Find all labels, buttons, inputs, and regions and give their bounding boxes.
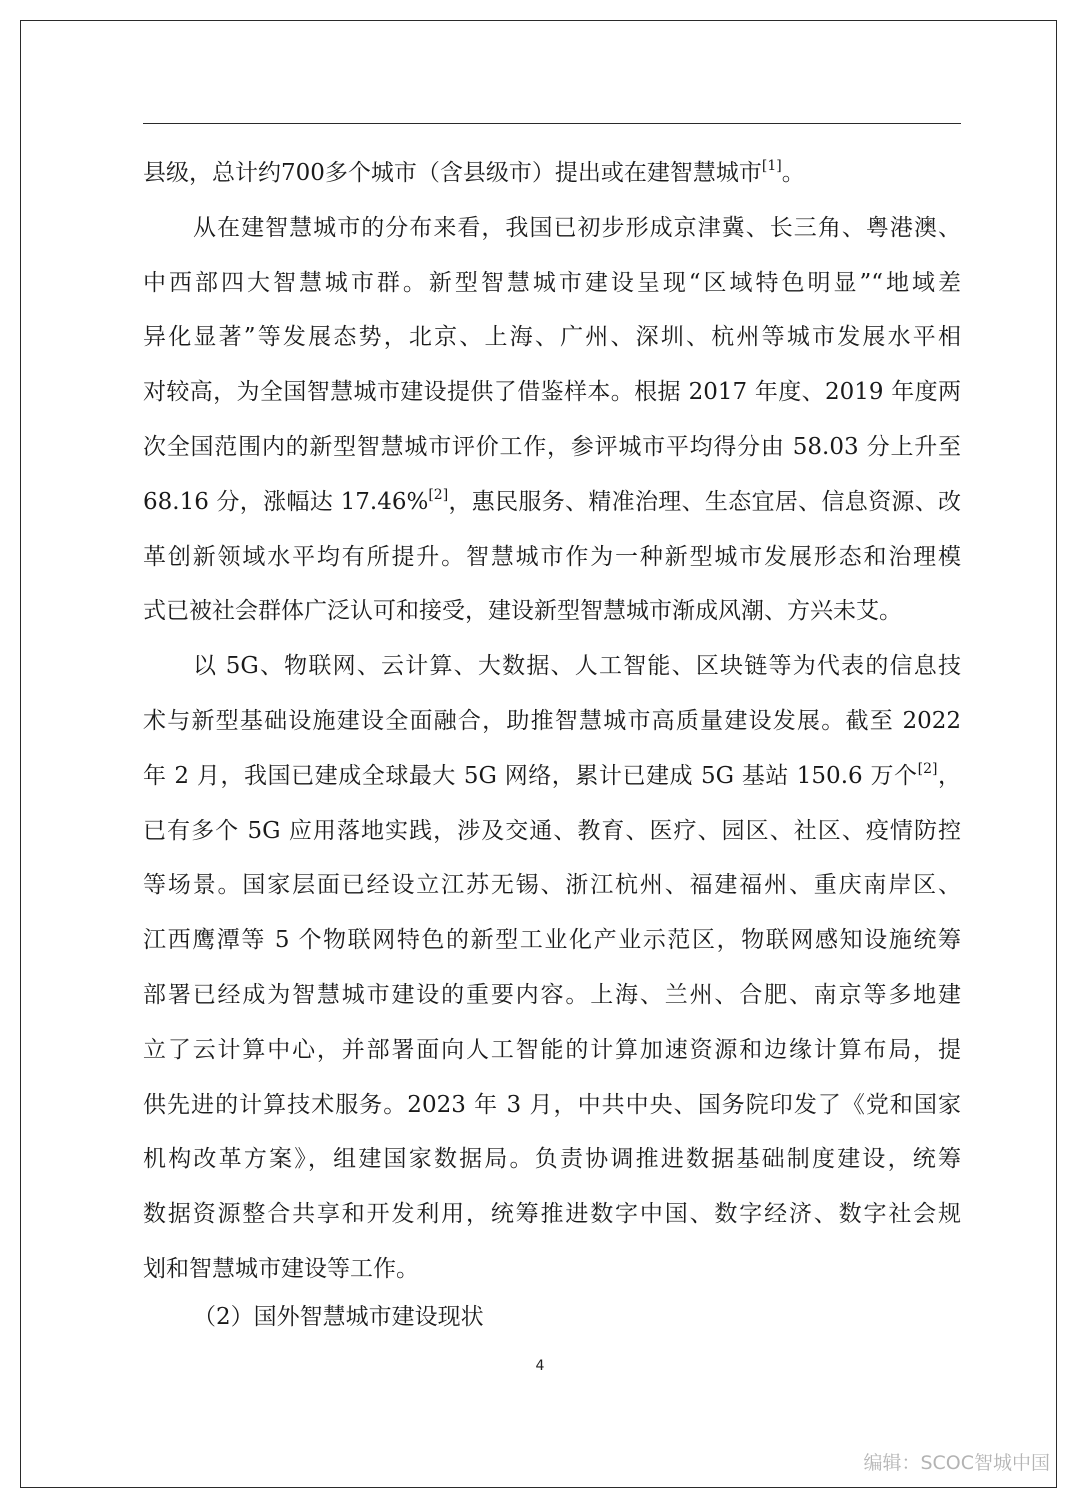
text-line-21: 划和智慧城市建设等工作。 xyxy=(143,1255,419,1282)
text-line-7: 68.16 分，涨幅达 17.46%[2]，惠民服务、精准治理、生态宜居、信息资源、改 xyxy=(143,486,961,515)
text-line-17: 立了云计算中心，并部署面向人工智能的计算加速资源和边缘计算布局，提 xyxy=(143,1036,961,1063)
text-line-2: 从在建智慧城市的分布来看，我国已初步形成京津冀、长三角、粤港澳、 xyxy=(193,214,961,241)
text-line-12: 年 2 月，我国已建成全球最大 5G 网络，累计已建成 5G 基站 150.6 万个[2]， xyxy=(143,760,961,789)
text-line-1: 县级，总计约700多个城市（含县级市）提出或在建智慧城市[1]。 xyxy=(143,158,805,186)
citation: [1] xyxy=(761,158,782,174)
text-line-8: 革创新领域水平均有所提升。智慧城市作为一种新型城市发展形态和治理模 xyxy=(143,543,961,570)
text-line-6: 次全国范围内的新型智慧城市评价工作，参评城市平均得分由 58.03 分上升至 xyxy=(143,433,961,460)
text-line-5: 对较高，为全国智慧城市建设提供了借鉴样本。根据 2017 年度、2019 年度两 xyxy=(143,379,961,406)
section-heading: （2）国外智慧城市建设现状 xyxy=(193,1304,484,1330)
text-line-4: 异化显著”等发展态势，北京、上海、广州、深圳、杭州等城市发展水平相 xyxy=(143,324,961,351)
text-line-10: 以 5G、物联网、云计算、大数据、人工智能、区块链等为代表的信息技 xyxy=(193,653,961,680)
text-line-15: 江西鹰潭等 5 个物联网特色的新型工业化产业示范区，物联网感知设施统筹 xyxy=(143,927,961,954)
citation: [2] xyxy=(428,486,449,503)
citation: [2] xyxy=(917,760,938,777)
text-line-18: 供先进的计算技术服务。2023 年 3 月，中共中央、国务院印发了《党和国家 xyxy=(143,1091,961,1118)
text-line-3: 中西部四大智慧城市群。新型智慧城市建设呈现“区域特色明显”“地域差 xyxy=(143,269,961,296)
text-line-14: 等场景。国家层面已经设立江苏无锡、浙江杭州、福建福州、重庆南岸区、 xyxy=(143,872,961,899)
text-line-19: 机构改革方案》，组建国家数据局。负责协调推进数据基础制度建设，统筹 xyxy=(143,1146,961,1173)
text-line-11: 术与新型基础设施建设全面融合，助推智慧城市高质量建设发展。截至 2022 xyxy=(143,707,961,734)
text-line-9: 式已被社会群体广泛认可和接受，建设新型智慧城市渐成风潮、方兴未艾。 xyxy=(143,598,902,625)
watermark: 编辑：SCOC智城中国 xyxy=(863,1452,1050,1474)
page-number: 4 xyxy=(535,1358,545,1374)
text-line-13: 已有多个 5G 应用落地实践，涉及交通、教育、医疗、园区、社区、疫情防控 xyxy=(143,817,961,844)
body-text xyxy=(143,146,961,1297)
header-rule xyxy=(143,123,961,124)
text-line-16: 部署已经成为智慧城市建设的重要内容。上海、兰州、合肥、南京等多地建 xyxy=(143,981,961,1008)
text-line-20: 数据资源整合共享和开发利用，统筹推进数字中国、数字经济、数字社会规 xyxy=(143,1201,961,1228)
